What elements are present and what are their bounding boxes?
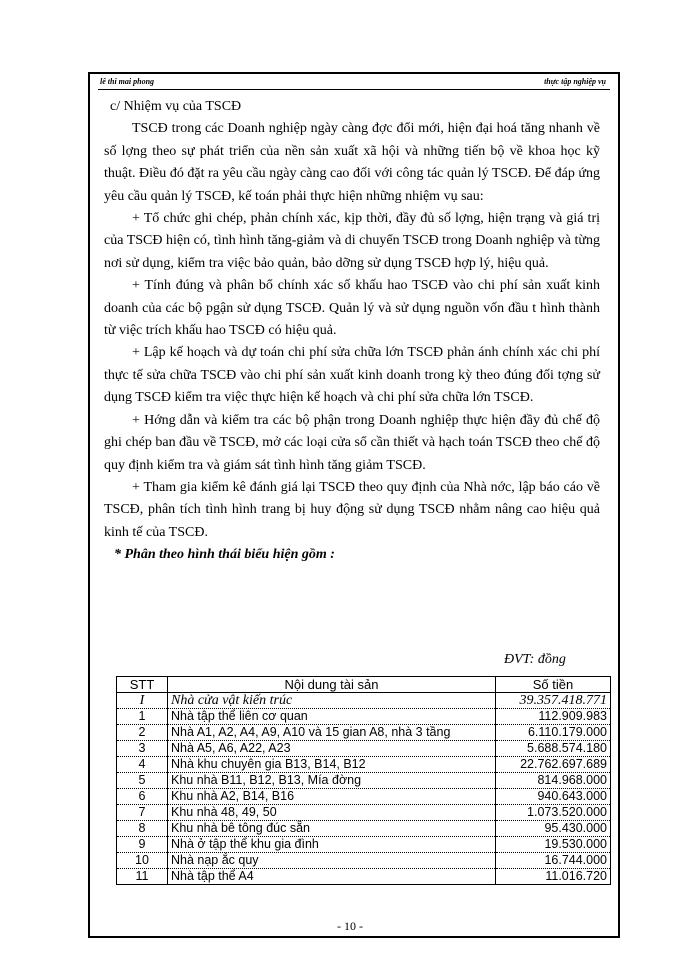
table-row	[117, 869, 611, 885]
row-amount: 814.968.000	[496, 773, 611, 789]
row-amount: 19.530.000	[496, 837, 611, 853]
asset-table	[116, 676, 611, 885]
table-row	[117, 693, 611, 709]
row-stt: 3	[117, 741, 168, 757]
header-content: Nội dung tài sản	[168, 677, 496, 693]
row-amount: 16.744.000	[496, 853, 611, 869]
row-stt: 7	[117, 805, 168, 821]
table-row	[117, 821, 611, 837]
paragraph-task-4: + Hớng dẫn và kiểm tra các bộ phận trong Doanh nghiệp thực hiện đầy đủ chế độ ghi chép ban đầu về TSCĐ, mở các loại cửa sổ cần thiết và hạch toán TSCĐ theo chế độ quy định kiểm tra và giám sát tình hình tăng giảm TSCĐ.	[104, 412, 600, 473]
unit-label: ĐVT: đồng	[504, 652, 566, 667]
paragraph-task-1: + Tổ chức ghi chép, phản chính xác, kịp thời, đầy đủ số lợng, hiện trạng và giá trị của TSCĐ hiện có, tình hình tăng-giảm và di chuyển TSCĐ trong Doanh nghiệp và từng nơi sử dụng, kiểm tra việc bảo quản, bảo dỡng sử dụng TSCĐ hợp lý, hiệu quả.	[104, 211, 600, 271]
table-row	[117, 773, 611, 789]
classification-heading: * Phân theo hình thái biểu hiện gồm :	[114, 547, 335, 563]
row-amount: 5.688.574.180	[496, 741, 611, 757]
table-row	[117, 757, 611, 773]
row-stt: 4	[117, 757, 168, 773]
row-content: Nhà cửa vật kiến trúc	[168, 693, 496, 709]
table-header-row	[117, 677, 611, 693]
row-content: Nhà A5, A6, A22, A23	[168, 741, 496, 757]
row-amount: 95.430.000	[496, 821, 611, 837]
row-stt: 10	[117, 853, 168, 869]
header-author: lê thi mai phong	[100, 77, 155, 86]
header-stt: STT	[117, 677, 168, 693]
row-stt: 6	[117, 789, 168, 805]
row-content: Nhà tập thể A4	[168, 869, 496, 885]
row-stt: 11	[117, 869, 168, 885]
row-content: Khu nhà A2, B14, B16	[168, 789, 496, 805]
row-stt: 2	[117, 725, 168, 741]
row-stt: 8	[117, 821, 168, 837]
row-stt: I	[117, 693, 168, 709]
paragraph-task-5: + Tham gia kiểm kê đánh giá lại TSCĐ theo quy định của Nhà nớc, lập báo cáo về TSCĐ, phân tích tình hình trang bị huy động sử dụng TSCĐ nhằm nâng cao hiệu quả kinh tế của TSCĐ.	[104, 479, 600, 540]
row-amount: 940.643.000	[496, 789, 611, 805]
row-stt: 5	[117, 773, 168, 789]
page-number: - 10 -	[337, 919, 363, 933]
row-content: Khu nhà B11, B12, B13, Mía đờng	[168, 773, 496, 789]
row-content: Khu nhà bê tông đúc sẵn	[168, 821, 496, 837]
document-body	[104, 96, 600, 567]
row-stt: 1	[117, 709, 168, 725]
row-amount: 22.762.697.689	[496, 757, 611, 773]
table-row	[117, 805, 611, 821]
table-row	[117, 709, 611, 725]
row-stt: 9	[117, 837, 168, 853]
row-amount: 11.016.720	[496, 869, 611, 885]
row-content: Nhà ở tập thể khu gia đình	[168, 837, 496, 853]
row-content: Khu nhà 48, 49, 50	[168, 805, 496, 821]
paragraph-task-2: + Tính đúng và phân bổ chính xác số khấu hao TSCĐ vào chi phí sản xuất kinh doanh của các bộ pgận sử dụng TSCĐ. Quản lý và sử dụng nguồn vốn đầu t hình thành từ việc trích khấu hao TSCĐ có hiệu quả.	[104, 278, 600, 339]
row-content: Nhà A1, A2, A4, A9, A10 và 15 gian A8, nhà 3 tầng	[168, 725, 496, 741]
row-content: Nhà nạp ắc quy	[168, 853, 496, 869]
table-row	[117, 725, 611, 741]
running-header	[98, 77, 610, 90]
row-content: Nhà khu chuyên gia B13, B14, B12	[168, 757, 496, 773]
table-row	[117, 741, 611, 757]
header-amount: Số tiền	[496, 677, 611, 693]
table-row	[117, 837, 611, 853]
paragraph-task-3: + Lập kế hoạch và dự toán chi phí sửa chữa lớn TSCĐ phản ánh chính xác chi phí thực tế sửa chữa TSCĐ vào chi phí sản xuất kinh doanh trong kỳ theo đúng đối tợng sử dụng TSCĐ kiểm tra việc thực hiện kế hoạch và chi phí sửa chữa lớn TSCĐ.	[104, 345, 600, 406]
table-row	[117, 853, 611, 869]
row-amount: 1.073.520.000	[496, 805, 611, 821]
row-amount: 112.909.983	[496, 709, 611, 725]
header-course: thực tập nghiệp vụ	[544, 77, 606, 86]
row-content: Nhà tập thể liên cơ quan	[168, 709, 496, 725]
table-row	[117, 789, 611, 805]
row-amount: 39.357.418.771	[496, 693, 611, 709]
row-amount: 6.110.179.000	[496, 725, 611, 741]
paragraph-intro: TSCĐ trong các Doanh nghiệp ngày càng đợc đổi mới, hiện đại hoá tăng nhanh về số lợng theo sự phát triển của nền sản xuất xã hội và những tiến bộ về khoa học kỹ thuật. Điều đó đặt ra yêu cầu ngày càng cao đối với công tác quản lý TSCĐ. Để đáp ứng yêu cầu quản lý TSCĐ, kế toán phải thực hiện những nhiệm vụ sau:	[104, 121, 600, 204]
section-title: c/ Nhiệm vụ của TSCĐ	[110, 99, 242, 114]
